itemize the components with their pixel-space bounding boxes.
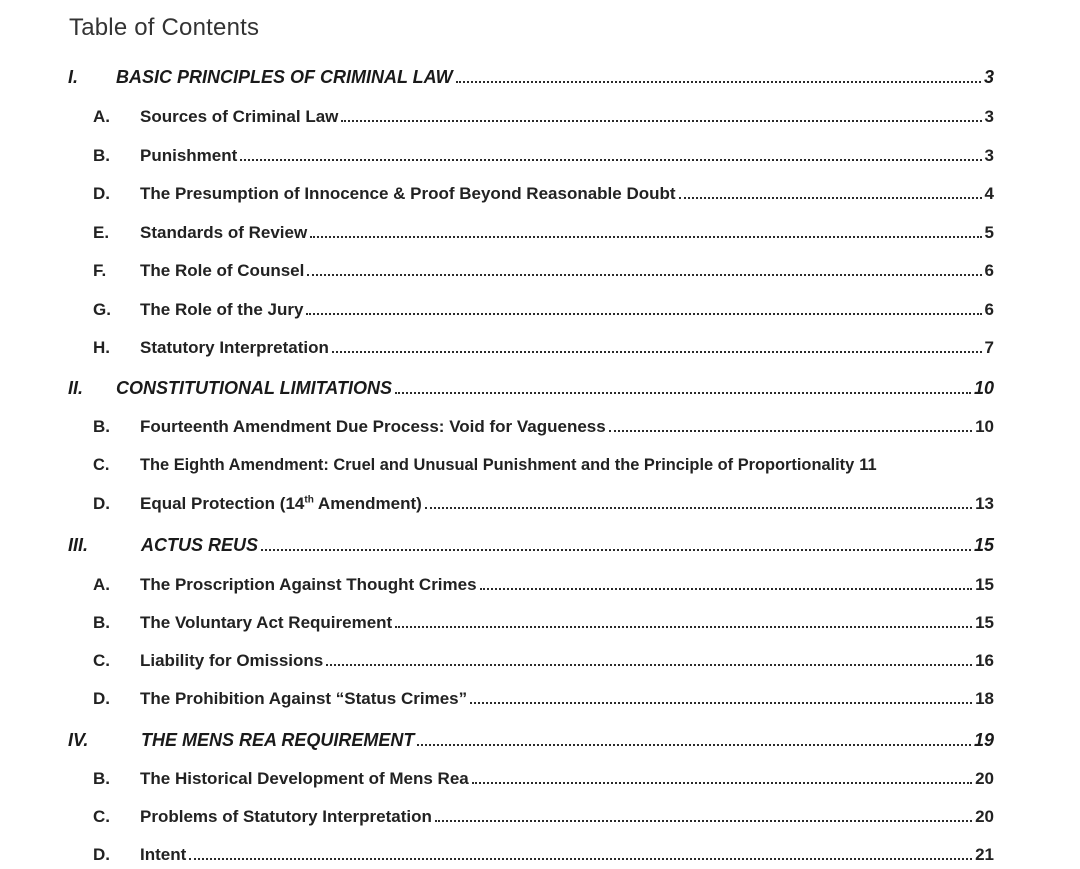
toc-item[interactable]: [93, 261, 994, 281]
item-title: The Proscription Against Thought Crimes: [140, 575, 477, 594]
toc-item[interactable]: [93, 417, 994, 437]
dot-leader: [425, 507, 972, 509]
item-letter: B.: [93, 769, 110, 788]
page-number: 11: [859, 456, 877, 474]
toc-item[interactable]: [93, 107, 994, 127]
dot-leader: [472, 782, 972, 784]
section-title: THE MENS REA REQUIREMENT: [141, 730, 415, 750]
ordinal-suffix: th: [304, 494, 314, 506]
item-title-part: Equal Protection (14: [140, 494, 305, 513]
toc-item[interactable]: [93, 456, 994, 475]
page-number: 6: [984, 261, 994, 280]
page-number: 15: [975, 575, 994, 594]
page-number: 3: [984, 107, 994, 126]
dot-leader: [326, 664, 972, 666]
dot-leader: [310, 236, 981, 238]
dot-leader: [240, 159, 981, 161]
dot-leader: [679, 197, 982, 199]
toc-section[interactable]: [68, 535, 994, 556]
page-number: 7: [984, 338, 994, 357]
page-number: 20: [975, 769, 994, 788]
item-letter: G.: [93, 300, 111, 319]
item-title: Fourteenth Amendment Due Process: Void for Vagueness: [140, 417, 606, 436]
item-letter: C.: [93, 807, 110, 826]
dot-leader: [417, 744, 971, 746]
item-title: Liability for Omissions: [140, 651, 324, 670]
toc-item[interactable]: [93, 300, 994, 320]
dot-leader: [332, 351, 982, 353]
section-numeral: II.: [68, 378, 84, 398]
toc-item[interactable]: [93, 338, 994, 358]
item-title: The Eighth Amendment: Cruel and Unusual Punishment and the Principle of Proportionality: [140, 456, 855, 474]
item-letter: D.: [93, 494, 110, 513]
item-title: The Role of the Jury: [140, 300, 304, 319]
item-letter: B.: [93, 417, 110, 436]
page-number: 6: [984, 300, 994, 319]
item-letter: C.: [93, 456, 110, 474]
page-number: 4: [984, 184, 994, 203]
section-numeral: I.: [68, 67, 79, 87]
item-title: The Presumption of Innocence & Proof Beyond Reasonable Doubt: [140, 184, 676, 203]
page-number: 18: [975, 689, 994, 708]
item-title: The Historical Development of Mens Rea: [140, 769, 469, 788]
item-letter: B.: [93, 613, 110, 632]
page-number: 16: [975, 651, 994, 670]
dot-leader: [395, 626, 972, 628]
item-letter: A.: [93, 575, 110, 594]
page-number: 13: [975, 494, 994, 513]
dot-leader: [395, 392, 971, 394]
page-number: 20: [975, 807, 994, 826]
item-title: [140, 494, 422, 514]
page-number: 5: [984, 223, 994, 242]
section-title: BASIC PRINCIPLES OF CRIMINAL LAW: [116, 67, 453, 87]
item-title: The Prohibition Against “Status Crimes”: [140, 689, 468, 708]
dot-leader: [470, 702, 972, 704]
item-title: The Voluntary Act Requirement: [140, 613, 393, 632]
item-title: Intent: [140, 845, 187, 864]
toc-item[interactable]: [93, 146, 994, 166]
item-letter: A.: [93, 107, 110, 126]
section-title: ACTUS REUS: [141, 535, 259, 555]
dot-leader: [189, 858, 972, 860]
page-number: 3: [983, 67, 994, 87]
dot-leader: [435, 820, 972, 822]
dot-leader: [456, 81, 981, 83]
item-letter: H.: [93, 338, 110, 357]
toc-section[interactable]: [68, 378, 994, 399]
page-number: 3: [984, 146, 994, 165]
item-letter: B.: [93, 146, 110, 165]
toc-item[interactable]: [93, 689, 994, 709]
toc-item[interactable]: [93, 575, 994, 595]
item-title: Standards of Review: [140, 223, 308, 242]
page-number: 21: [975, 845, 994, 864]
dot-leader: [261, 549, 971, 551]
section-title: CONSTITUTIONAL LIMITATIONS: [116, 378, 392, 398]
toc-item[interactable]: [93, 223, 994, 243]
item-title: Punishment: [140, 146, 238, 165]
dot-leader: [480, 588, 973, 590]
toc-section[interactable]: [68, 730, 994, 751]
toc-section[interactable]: [68, 67, 994, 88]
item-title-part: Amendment): [313, 494, 422, 513]
dot-leader: [609, 430, 972, 432]
toc-item[interactable]: [93, 651, 994, 671]
item-title: Sources of Criminal Law: [140, 107, 339, 126]
section-numeral: III.: [68, 535, 89, 555]
item-title: Statutory Interpretation: [140, 338, 329, 357]
item-title: Problems of Statutory Interpretation: [140, 807, 432, 826]
toc-item[interactable]: [93, 845, 994, 865]
toc-item[interactable]: [93, 494, 994, 514]
page-title: Table of Contents: [69, 14, 260, 41]
page-number: 15: [975, 613, 994, 632]
toc-item[interactable]: [93, 769, 994, 789]
item-letter: D.: [93, 689, 110, 708]
item-letter: E.: [93, 223, 110, 242]
item-letter: F.: [93, 261, 107, 280]
dot-leader: [341, 120, 981, 122]
item-letter: C.: [93, 651, 110, 670]
section-numeral: IV.: [68, 730, 89, 750]
item-title: The Role of Counsel: [140, 261, 305, 280]
toc-item[interactable]: [93, 184, 994, 204]
page-number: 19: [973, 730, 994, 750]
toc-item[interactable]: [93, 613, 994, 633]
page-number: 15: [973, 535, 994, 555]
toc-item[interactable]: [93, 807, 994, 827]
item-letter: D.: [93, 845, 110, 864]
dot-leader: [306, 313, 981, 315]
dot-leader: [307, 274, 981, 276]
page-number: 10: [973, 378, 994, 398]
page-number: 10: [975, 417, 994, 436]
item-letter: D.: [93, 184, 110, 203]
